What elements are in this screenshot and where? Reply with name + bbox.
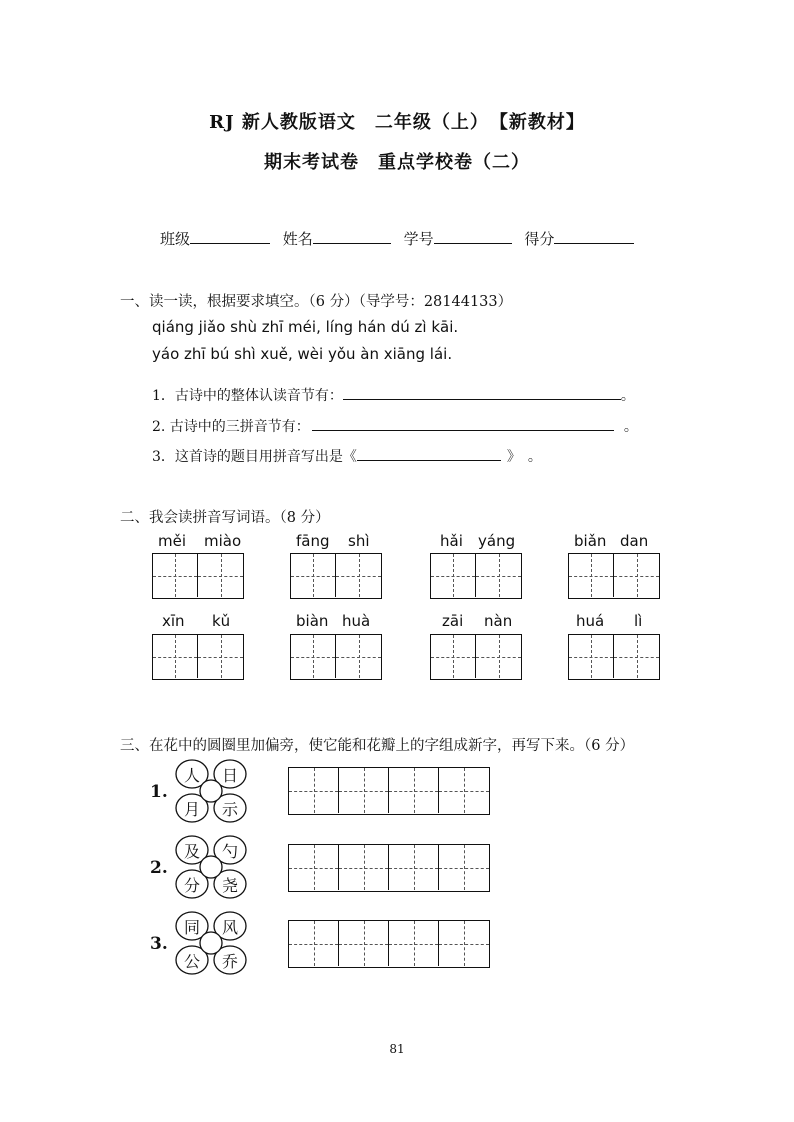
word-7-pinyin-1: zāi xyxy=(442,612,464,630)
poem-pinyin-line2: yáo zhī bú shì xuě, wèi yǒu àn xiāng lái. xyxy=(152,345,453,363)
word-5-pinyin-2: kǔ xyxy=(212,612,231,630)
question-3 xyxy=(152,446,542,466)
question-3-text: 3．这首诗的题目用拼音写出是《 xyxy=(152,449,357,465)
flower-1-petal-br: 示 xyxy=(222,800,239,819)
question-2-text: 2. 古诗中的三拼音节有： xyxy=(152,419,310,435)
poem-pinyin-line1: qiáng jiǎo shù zhī méi, líng hán dú zì kāi. xyxy=(152,318,459,336)
flower-3-number: 3. xyxy=(150,934,168,954)
flower-3-answer-grid[interactable] xyxy=(288,920,490,968)
question-1-end: 。 xyxy=(620,388,635,404)
question-1-answer[interactable] xyxy=(343,386,621,400)
section3-heading: 三、在花中的圆圈里加偏旁，使它能和花瓣上的字组成新字，再写下来。（6 分） xyxy=(120,738,635,754)
flower-1-center-circle[interactable] xyxy=(200,780,222,802)
word-8-pinyin-2: lì xyxy=(634,612,643,630)
word-2-pinyin-2: shì xyxy=(348,532,370,550)
score-field[interactable] xyxy=(554,229,634,244)
word-6-pinyin-1: biàn xyxy=(296,612,329,630)
question-2-answer[interactable] xyxy=(312,417,614,431)
flower-2-petal-tr: 勺 xyxy=(222,842,239,861)
flower-1-answer-grid[interactable] xyxy=(288,767,490,815)
word-2-writing-box[interactable] xyxy=(290,553,382,599)
word-8-writing-box[interactable] xyxy=(568,634,660,680)
word-4-writing-box[interactable] xyxy=(568,553,660,599)
page-number: 81 xyxy=(389,1042,405,1056)
flower-1-petal-bl: 月 xyxy=(184,800,201,819)
student-info-line xyxy=(160,228,634,249)
flower-1-petal-tl: 人 xyxy=(184,766,201,785)
question-1 xyxy=(152,385,635,405)
section1-heading: 一、读一读，根据要求填空。（6 分）（导学号：28144133） xyxy=(120,294,513,310)
question-1-text: 1．古诗中的整体认读音节有： xyxy=(152,388,343,404)
page-subtitle: 期末考试卷 重点学校卷（二） xyxy=(264,152,530,173)
section2-heading: 二、我会读拼音写词语。（8 分） xyxy=(120,510,330,526)
class-label: 班级 xyxy=(160,230,191,248)
flower-3-petal-bl: 公 xyxy=(184,952,201,971)
word-8-pinyin-1: huá xyxy=(576,612,605,630)
word-7-writing-box[interactable] xyxy=(430,634,522,680)
page-title: RJ 新人教版语文 二年级（上） 【新教材】 xyxy=(209,112,585,133)
word-7-pinyin-2: nàn xyxy=(484,612,513,630)
word-5-pinyin-1: xīn xyxy=(162,612,185,630)
flower-2-petal-tl: 及 xyxy=(184,842,201,861)
flower-1-petal-tr: 日 xyxy=(222,766,239,785)
question-3-answer[interactable] xyxy=(357,447,501,461)
flower-2-center-circle[interactable] xyxy=(200,856,222,878)
question-2 xyxy=(152,416,638,436)
question-3-end: 》 。 xyxy=(506,449,542,465)
flower-1-number: 1. xyxy=(150,782,168,802)
word-1-pinyin-1: měi xyxy=(158,532,187,550)
word-4-pinyin-2: dan xyxy=(620,532,649,550)
name-field[interactable] xyxy=(313,229,391,244)
word-3-pinyin-1: hǎi xyxy=(440,532,463,550)
word-1-writing-box[interactable] xyxy=(152,553,244,599)
flower-3-petal-br: 乔 xyxy=(222,952,239,971)
flower-2-number: 2. xyxy=(150,858,168,878)
word-3-writing-box[interactable] xyxy=(430,553,522,599)
class-field[interactable] xyxy=(190,229,270,244)
flower-2-petal-br: 尧 xyxy=(222,876,239,895)
id-label: 学号 xyxy=(403,230,434,248)
flower-3-petal-tr: 风 xyxy=(222,918,239,937)
score-label: 得分 xyxy=(524,230,555,248)
word-4-pinyin-1: biǎn xyxy=(574,532,607,550)
question-2-end: 。 xyxy=(623,419,638,435)
word-5-writing-box[interactable] xyxy=(152,634,244,680)
flower-2-answer-grid[interactable] xyxy=(288,844,490,892)
flower-3-petal-tl: 同 xyxy=(184,918,201,937)
name-label: 姓名 xyxy=(282,230,313,248)
word-2-pinyin-1: fāng xyxy=(296,532,330,550)
word-3-pinyin-2: yáng xyxy=(478,532,516,550)
flower-3-center-circle[interactable] xyxy=(200,932,222,954)
word-1-pinyin-2: miào xyxy=(204,532,242,550)
word-6-writing-box[interactable] xyxy=(290,634,382,680)
word-6-pinyin-2: huà xyxy=(342,612,371,630)
flower-2-petal-bl: 分 xyxy=(184,876,201,895)
id-field[interactable] xyxy=(434,229,512,244)
